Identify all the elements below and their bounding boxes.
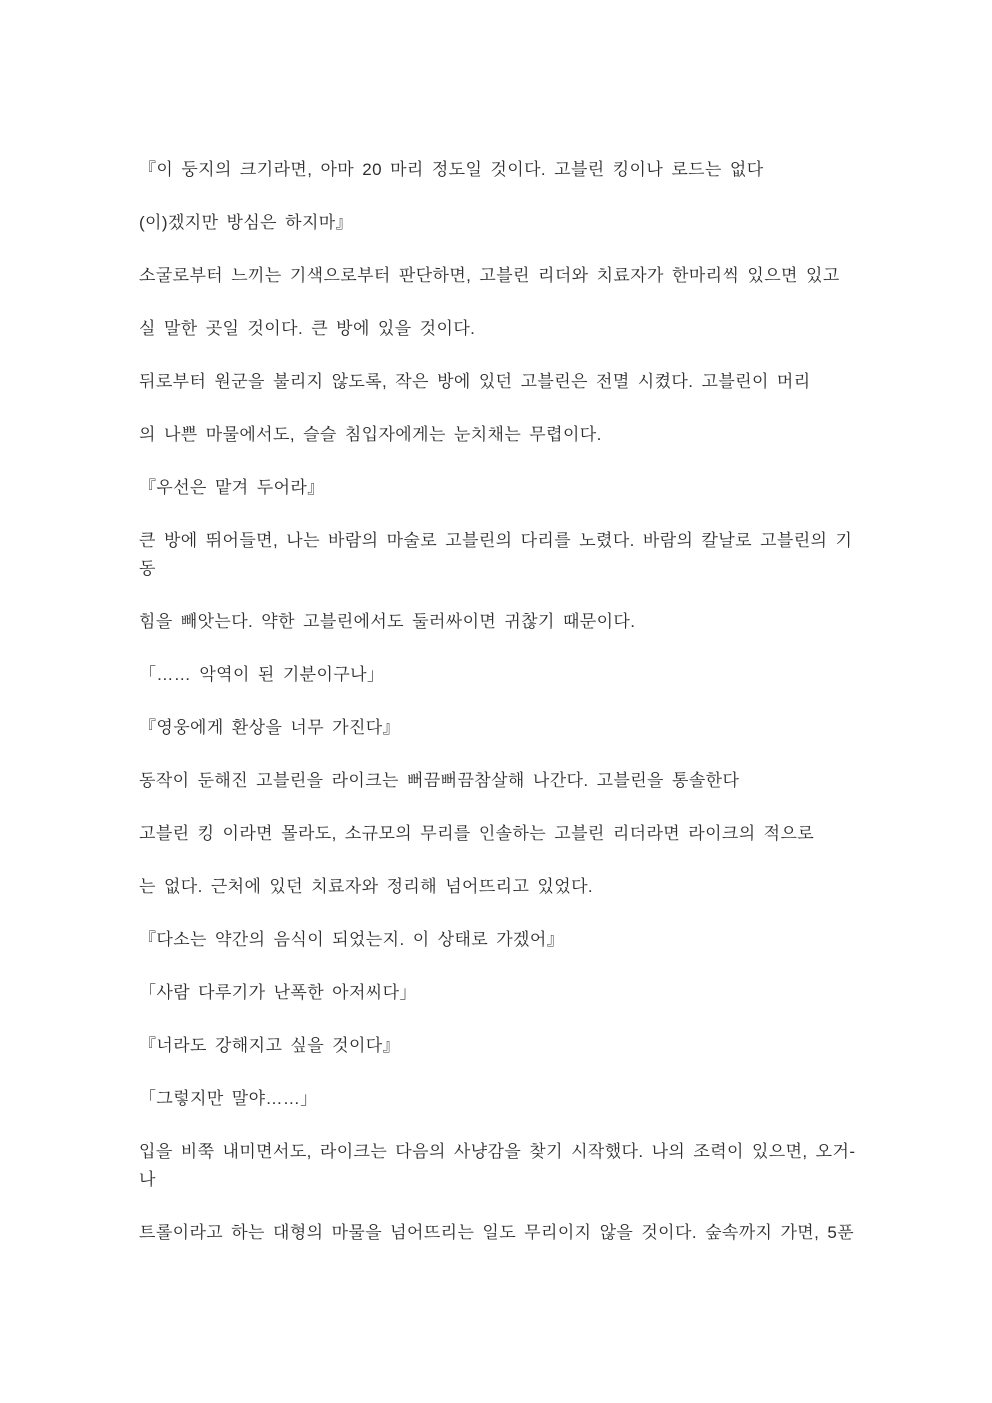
paragraph: 『너라도 강해지고 싶을 것이다』	[139, 1036, 401, 1055]
paragraph: 뒤로부터 원군을 불리지 않도록, 작은 방에 있던 고블린은 전멸 시켰다. 고블린이 머리	[139, 372, 811, 391]
paragraph: 의 나쁜 마물에서도, 슬슬 침입자에게는 눈치채는 무렵이다.	[139, 425, 602, 444]
paragraph: (이)겠지만 방심은 하지마』	[139, 213, 353, 232]
paragraph: 동작이 둔해진 고블린을 라이크는 뻐끔뻐끔참살해 나간다. 고블린을 통솔한다	[139, 771, 740, 790]
paragraph: 실 말한 곳일 것이다. 큰 방에 있을 것이다.	[139, 319, 476, 338]
paragraph: 고블린 킹 이라면 몰라도, 소규모의 무리를 인솔하는 고블린 리더라면 라이크의 적으로	[139, 824, 815, 843]
paragraph: 는 없다. 근처에 있던 치료자와 정리해 넘어뜨리고 있었다.	[139, 877, 594, 896]
paragraph: 트롤이라고 하는 대형의 마물을 넘어뜨리는 일도 무리이지 않을 것이다. 숲속까지 가면, 5푼	[139, 1223, 855, 1242]
paragraph: 『이 둥지의 크기라면, 아마 20 마리 정도일 것이다. 고블린 킹이나 로드는 없다	[139, 160, 764, 179]
paragraph: 큰 방에 뛰어들면, 나는 바람의 마술로 고블린의 다리를 노렸다. 바람의 칼날로 고블린의 기동	[139, 531, 853, 578]
paragraph: 「그렇지만 말야……」	[139, 1089, 318, 1108]
paragraph: 「…… 악역이 된 기분이구나」	[139, 665, 385, 684]
paragraph: 소굴로부터 느끼는 기색으로부터 판단하면, 고블린 리더와 치료자가 한마리씩 있으면 있고	[139, 266, 840, 285]
paragraph: 『영웅에게 환상을 너무 가진다』	[139, 718, 401, 737]
paragraph: 입을 비쭉 내미면서도, 라이크는 다음의 사냥감을 찾기 시작했다. 나의 조력이 있으면, 오거-나	[139, 1142, 856, 1189]
paragraph: 「사람 다루기가 난폭한 아저씨다」	[139, 983, 417, 1002]
paragraph: 『다소는 약간의 음식이 되었는지. 이 상태로 가겠어』	[139, 930, 565, 949]
paragraph: 힘을 빼앗는다. 약한 고블린에서도 둘러싸이면 귀찮기 때문이다.	[139, 612, 636, 631]
paragraph: 『우선은 맡겨 두어라』	[139, 478, 325, 497]
